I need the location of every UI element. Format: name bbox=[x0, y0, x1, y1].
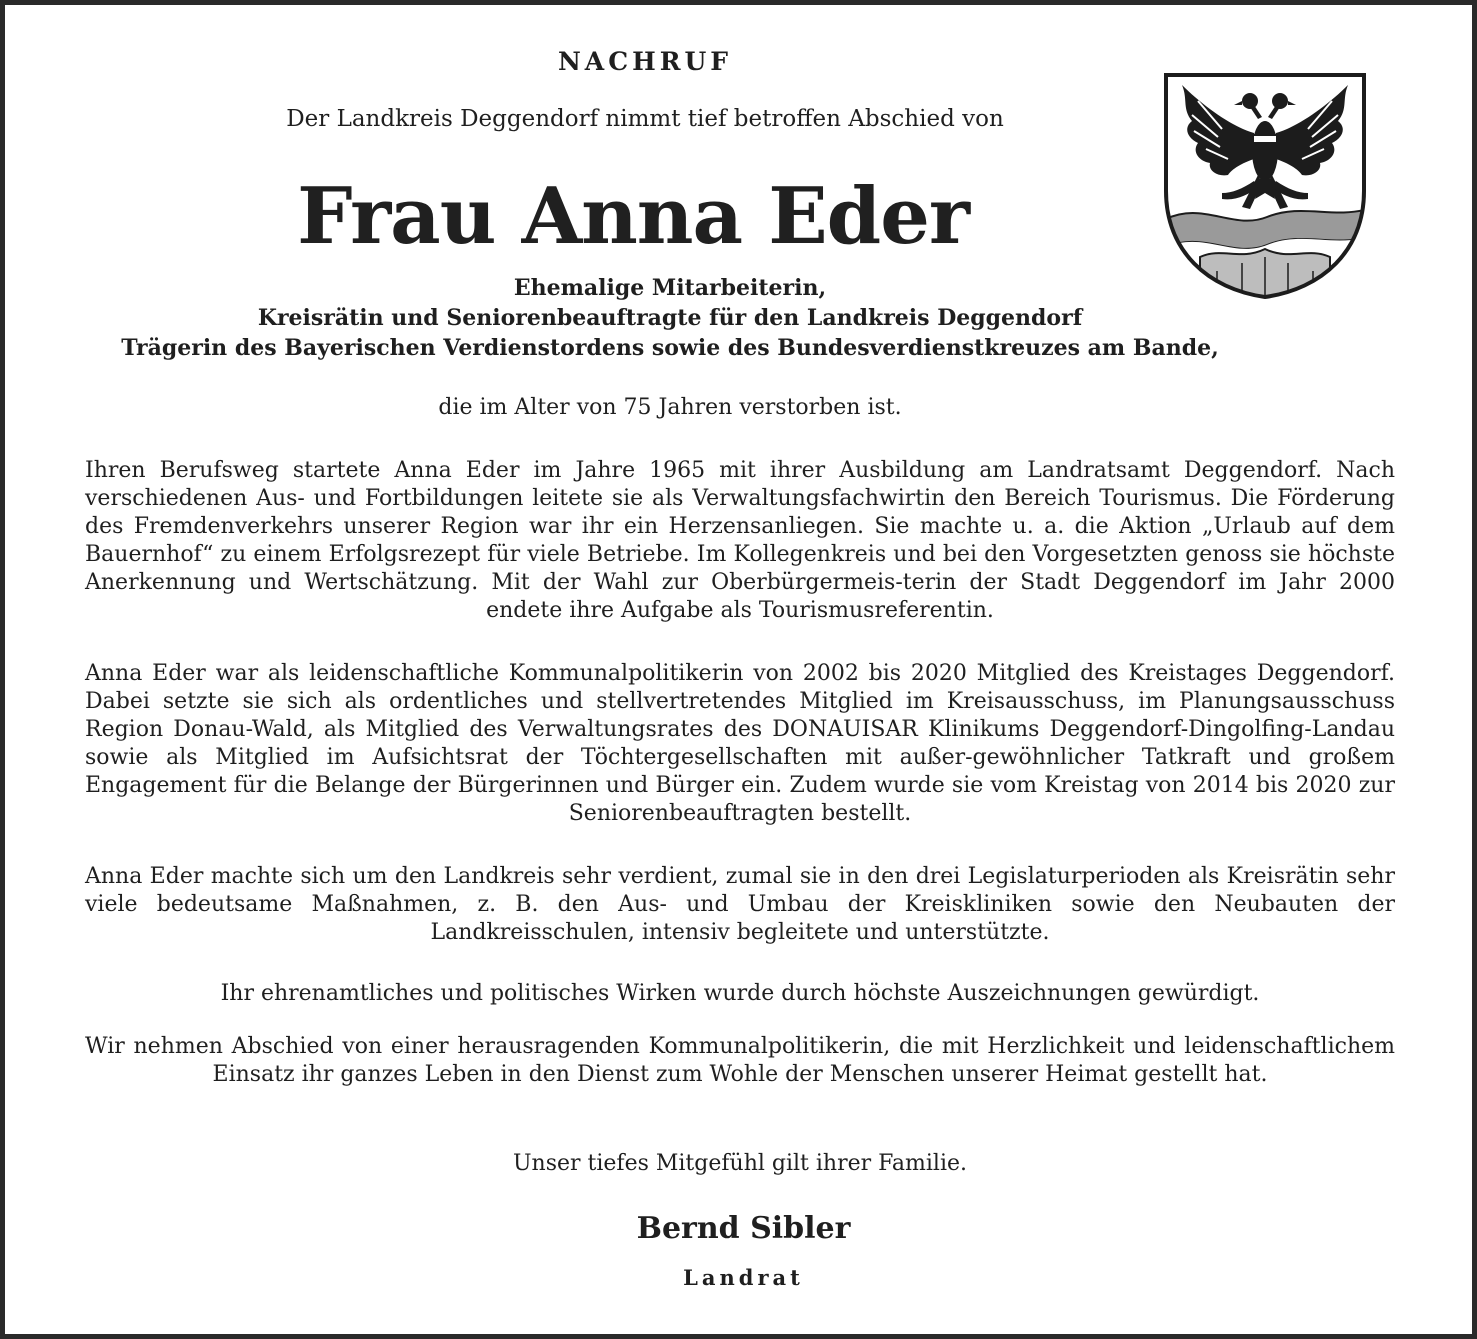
deceased-name: Frau Anna Eder bbox=[297, 171, 969, 262]
age-line: die im Alter von 75 Jahren verstorben ist. bbox=[438, 395, 902, 420]
body-paragraph: Unser tiefes Mitgefühl gilt ihrer Familie. bbox=[513, 1151, 967, 1176]
signer-name: Bernd Sibler bbox=[636, 1211, 851, 1246]
notice-intro: Der Landkreis Deggendorf nimmt tief betroffen Abschied von bbox=[286, 106, 1004, 132]
coat-of-arms-icon bbox=[1162, 71, 1368, 301]
role-line: Kreisrätin und Seniorenbeauftragte für den Landkreis Deggendorf bbox=[257, 305, 1083, 331]
body-paragraph: Ihr ehrenamtliches und politisches Wirken wurde durch höchste Auszeichnungen gewürdigt. bbox=[220, 981, 1260, 1006]
roles-block bbox=[5, 273, 1335, 363]
body-paragraph: Wir nehmen Abschied von einer herausragenden Kommunalpolitikerin, die mit Herzlichkeit und leidenschaftlichem Einsatz ihr ganzes Leben in den Dienst zum Wohle der Menschen unserer Heimat gestellt hat. bbox=[85, 1034, 1395, 1087]
notice-kicker: NACHRUF bbox=[557, 47, 733, 76]
role-line: Ehemalige Mitarbeiterin, bbox=[513, 275, 827, 301]
body-paragraph: Anna Eder machte sich um den Landkreis sehr verdient, zumal sie in den drei Legislaturperioden als Kreisrätin sehr viele bedeutsame Maßnahmen, z. B. den Aus- und Umbau der Kreiskliniken sowie den Neubauten der Landkreisschulen, intensiv begleitete und unterstützte. bbox=[85, 864, 1395, 945]
body-paragraph: Anna Eder war als leidenschaftliche Kommunalpolitikerin von 2002 bis 2020 Mitglied des Kreistages Deggendorf. Dabei setzte sie sich als ordentliches und stellvertretendes Mitglied im Kreisausschuss, im Planungsausschuss Region Donau-Wald, als Mitglied des Verwaltungsrates des DONAUISAR Klinikums Deggendorf-Dingolfing-Landau sowie als Mitglied im Aufsichtsrat der Töchtergesellschaften mit außer-gewöhnlicher Tatkraft und großem Engagement für die Belange der Bürgerinnen und Bürger ein. Zudem wurde sie vom Kreistag von 2014 bis 2020 zur Seniorenbeauftragten bestellt. bbox=[85, 661, 1395, 826]
signer-title: Landrat bbox=[683, 1265, 804, 1290]
body-paragraph: Ihren Berufsweg startete Anna Eder im Jahre 1965 mit ihrer Ausbildung am Landratsamt Deggendorf. Nach verschiedenen Aus- und Fortbildungen leitete sie als Verwaltungsfachwirtin den Bereich Tourismus. Die Förderung des Fremdenverkehrs unserer Region war ihr ein Herzensanliegen. Sie machte u. a. die Aktion „Urlaub auf dem Bauernhof“ zu einem Erfolgsrezept für viele Betriebe. Im Kollegenkreis und bei den Vorgesetzten genoss sie höchste Anerkennung und Wertschätzung. Mit der Wahl zur Oberbürgermeis-terin der Stadt Deggendorf im Jahr 2000 endete ihre Aufgabe als Tourismusreferentin. bbox=[85, 458, 1395, 623]
role-line: Trägerin des Bayerischen Verdienstordens sowie des Bundesverdienstkreuzes am Bande, bbox=[121, 335, 1219, 361]
